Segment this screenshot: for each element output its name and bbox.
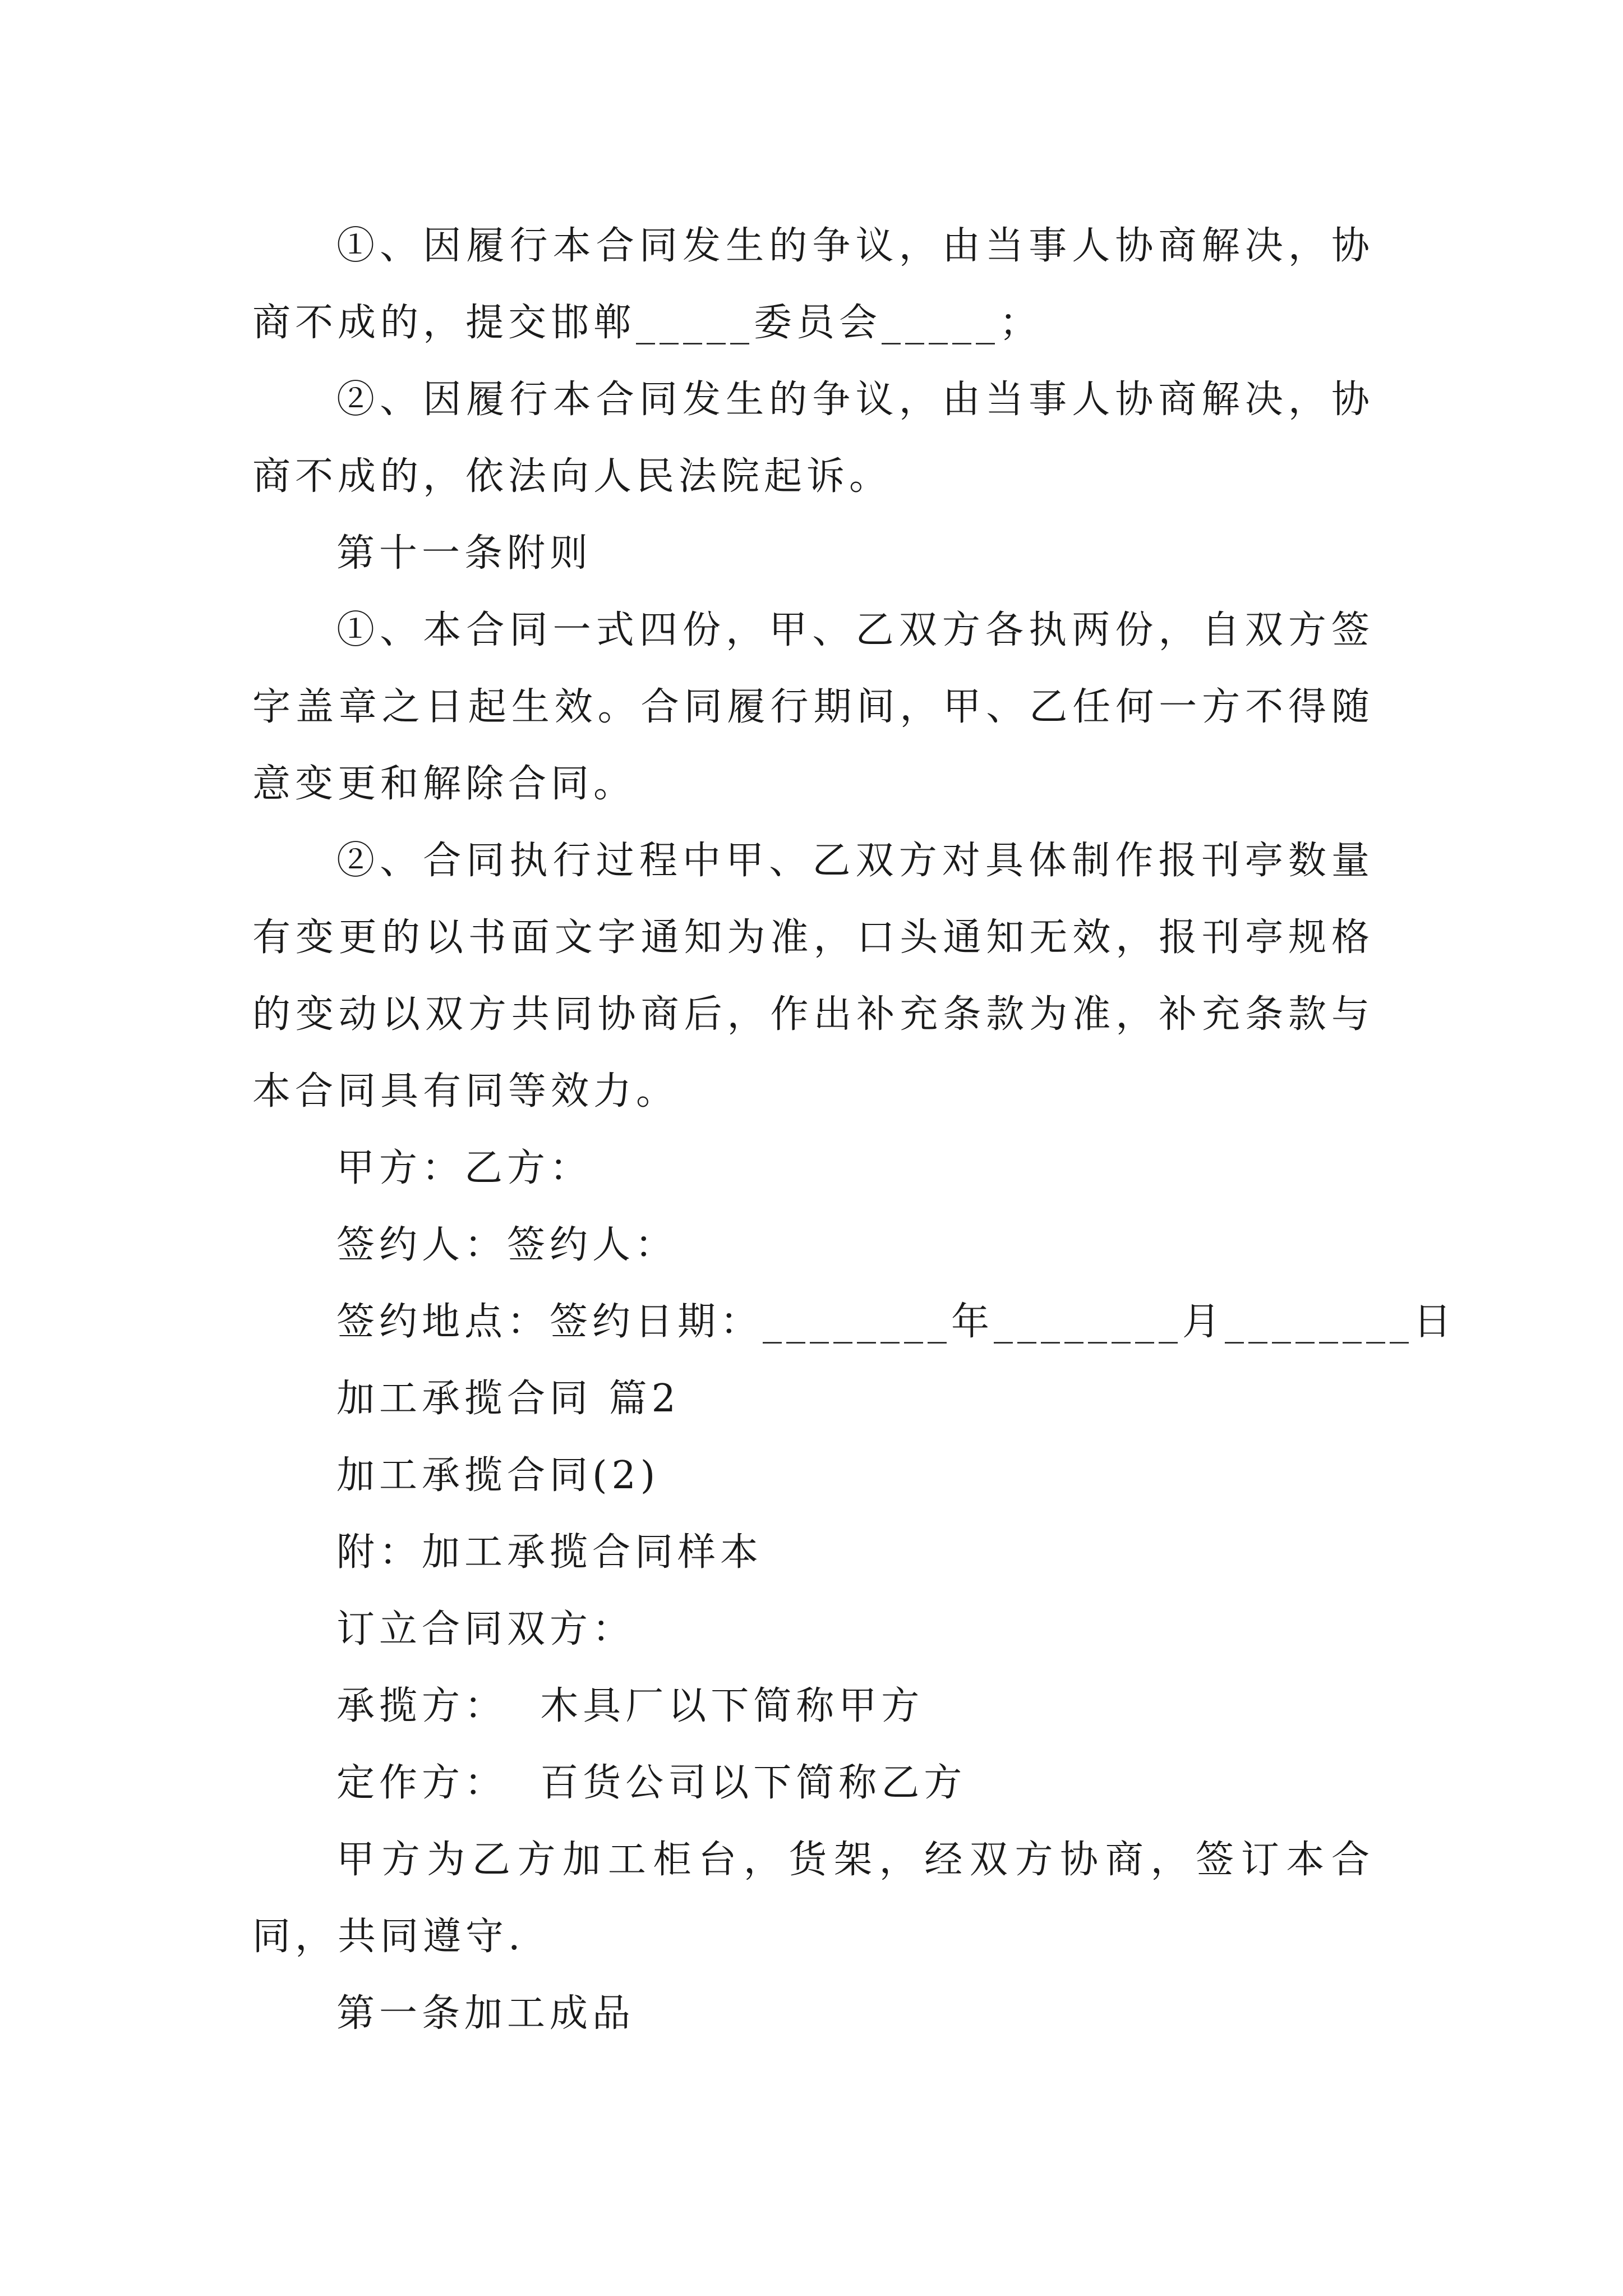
section-title: 加工承揽合同 篇2 (336, 1377, 680, 1421)
signers-line: 签约人：签约人： (336, 1223, 678, 1267)
contract-title: 加工承揽合同(2) (336, 1453, 660, 1498)
place-date-line: 签约地点：签约日期：________年________月________日 (336, 1300, 1456, 1344)
orderer-line: 定作方： 百货公司以下简称乙方 (336, 1761, 967, 1805)
dispute-clause-2: ②、因履行本合同发生的争议，由当事人协商解决，协商不成的，依法向人民法院起诉。 (252, 378, 1374, 499)
parties-line: 甲方：乙方： (336, 1146, 593, 1190)
article-11-heading: 第十一条附则 (336, 531, 593, 576)
supplementary-clause-2: ②、合同执行过程中甲、乙双方对具体制作报刊亭数量有变更的以书面文字通知为准，口头通知无效，报刊亭规格的变动以双方共同协商后，作出补充条款为准，补充条款与本合同具有同等效力。 (252, 839, 1374, 1114)
contractor-line: 承揽方： 木具厂以下简称甲方 (336, 1684, 924, 1728)
parties-intro: 订立合同双方： (336, 1607, 635, 1651)
article-1-heading: 第一条加工成品 (336, 1991, 635, 2036)
dispute-clause-1: ①、因履行本合同发生的争议，由当事人协商解决，协商不成的，提交邯郸_____委员会_____； (252, 224, 1374, 345)
document-body (252, 208, 1456, 2052)
agreement-paragraph: 甲方为乙方加工柜台，货架，经双方协商，签订本合同，共同遵守. (252, 1838, 1374, 1959)
attachment-line: 附：加工承揽合同样本 (336, 1530, 763, 1575)
supplementary-clause-1: ①、本合同一式四份，甲、乙双方各执两份，自双方签字盖章之日起生效。合同履行期间，甲、乙任何一方不得随意变更和解除合同。 (252, 608, 1374, 806)
